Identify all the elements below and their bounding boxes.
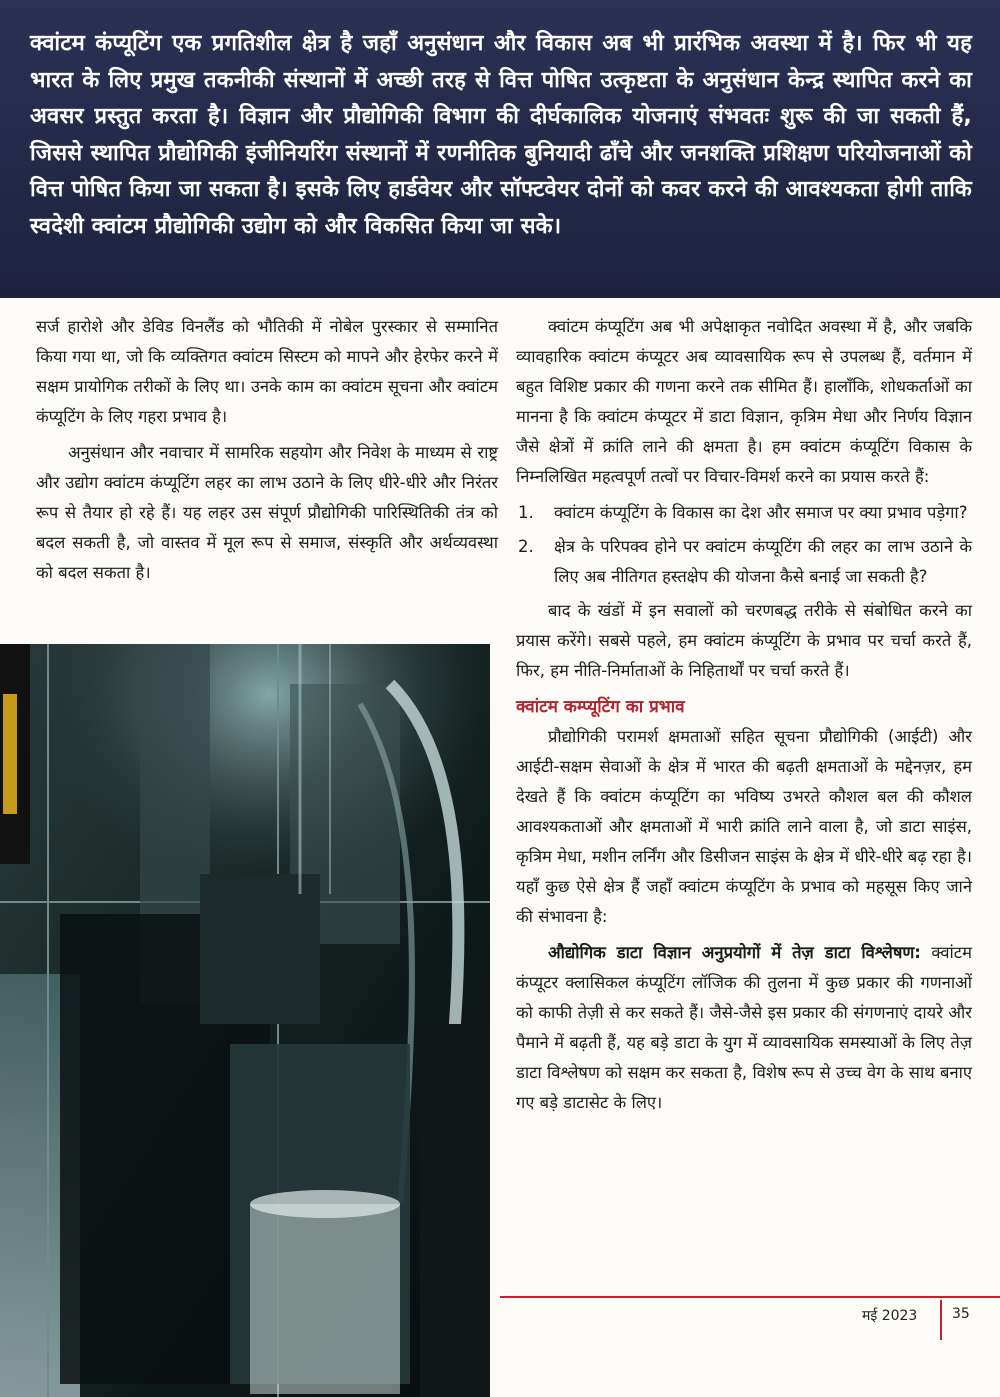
quantum-lab-photo [0, 644, 490, 1397]
intro-banner [0, 0, 1000, 298]
footer-rule [500, 1296, 1000, 1298]
page-number: 35 [952, 1306, 970, 1322]
right-paragraph-1: क्वांटम कंप्यूटिंग अब भी अपेक्षाकृत नवोदित अवस्था में है, और जबकि व्यावहारिक क्वांटम कंप्यूटर अब व्यावसायिक रूप से उपलब्ध हैं, वर्तमान में बहुत विशिष्ट प्रकार की गणना करने तक सीमित हैं। हालाँकि, शोधकर्ताओं का मानना है कि क्वांटम कंप्यूटर में डाटा विज्ञान, कृत्रिम मेधा और निर्णय विज्ञान जैसे क्षेत्रों में क्रांति लाने की क्षमता है। हम क्वांटम कंप्यूटिंग विकास के निम्नलिखित महत्वपूर्ण तत्वों पर विचार-विमर्श करने का प्रयास करते हैं: [516, 317, 972, 486]
left-column [36, 312, 498, 594]
banner-text: क्वांटम कंप्यूटिंग एक प्रगतिशील क्षेत्र है जहाँ अनुसंधान और विकास अब भी प्रारंभिक अवस्था में है। फिर भी यह भारत के लिए प्रमुख तकनीकी संस्थानों में अच्छी तरह से वित्त पोषित उत्कृष्टता के अनुसंधान केन्द्र स्थापित करने का अवसर प्रस्तुत करता है। विज्ञान और प्रौद्योगिकी विभाग की दीर्घकालिक योजनाएं संभवतः शुरू की जा सकती हैं, जिससे स्थापित प्रौद्योगिकी इंजीनियरिंग संस्थानों में रणनीतिक बुनियादी ढाँचे और जनशक्ति प्रशिक्षण परियोजनाओं को वित्त पोषित किया जा सकता है। इसके लिए हार्डवेयर और सॉफ्टवेयर दोनों को कवर करने की आवश्यकता होगी ताकि स्वदेशी क्वांटम प्रौद्योगिकी उद्योग को और विकसित किया जा सके। [30, 31, 972, 239]
lab-photo-illustration [0, 644, 490, 1397]
list-item-text: क्वांटम कंप्यूटिंग के विकास का देश और समाज पर क्या प्रभाव पड़ेगा? [554, 503, 968, 522]
section-heading: क्वांटम कम्प्यूटिंग का प्रभाव [516, 697, 685, 717]
list-item [516, 498, 972, 528]
list-item [516, 532, 972, 592]
footer-separator [940, 1300, 942, 1340]
paragraph-lead: औद्योगिक डाटा विज्ञान अनुप्रयोगों में तेज़ डाटा विश्लेषण: [548, 943, 921, 962]
right-column [516, 312, 972, 1124]
yellow-panel [3, 694, 17, 814]
right-paragraph-2: बाद के खंडों में इन सवालों को चरणबद्ध तरीके से संबोधित करने का प्रयास करेंगे। सबसे पहले, हम क्वांटम कंप्यूटिंग के प्रभाव पर चर्चा करते हैं, फिर, हम नीति-निर्माताओं के निहितार्थों पर चर्चा करते हैं। [516, 601, 972, 680]
list-item-number: 2. [518, 537, 534, 556]
list-item-number: 1. [518, 503, 534, 522]
right-paragraph-3: प्रौद्योगिकी परामर्श क्षमताओं सहित सूचना प्रौद्योगिकी (आईटी) और आईटी-सक्षम सेवाओं के क्षेत्र में भारत की बढ़ती क्षमताओं के मद्देनज़र, हम देखते हैं कि क्वांटम कंप्यूटिंग का भविष्य उभरते कौशल बल की कौशल आवश्यकताओं और क्षमताओं में भारी क्रांति लाने वाला है, जो डाटा साइंस, कृत्रिम मेधा, मशीन लर्निंग और डिसीजन साइंस के क्षेत्र में धीरे-धीरे बढ़ रहा है। यहाँ कुछ ऐसे क्षेत्र हैं जहाँ क्वांटम कंप्यूटिंग के प्रभाव को महसूस किए जाने की संभावना है: [516, 727, 972, 926]
left-paragraph-1: सर्ज हारोशे और डेविड विनलैंड को भौतिकी में नोबेल पुरस्कार से सम्मानित किया गया था, जो कि व्यक्तिगत क्वांटम सिस्टम को मापने और हेरफेर करने में सक्षम प्रायोगिक तरीकों के लिए था। उनके काम का क्वांटम सूचना और क्वांटम कंप्यूटिंग के लिए गहरा प्रभाव है। [36, 317, 498, 426]
paragraph-body: क्वांटम कंप्यूटर क्लासिकल कंप्यूटिंग लॉजिक की तुलना में कुछ प्रकार की गणनाओं को काफी तेज़ी से कर सकते हैं। जैसे-जैसे इस प्रकार की संगणनाएं दायरे और पैमाने में बढ़ती हैं, यह बड़े डाटा के युग में व्यावसायिक समस्याओं के लिए तेज़ डाटा विश्लेषण को सक्षम कर सकता है, विशेष रूप से उच्च वेग के साथ बनाए गए बड़े डाटासेट के लिए। [516, 943, 972, 1112]
list-item-text: क्षेत्र के परिपक्व होने पर क्वांटम कंप्यूटिंग की लहर का लाभ उठाने के लिए अब नीतिगत हस्तक्षेप की योजना कैसे बनाई जा सकती है? [554, 537, 972, 586]
left-paragraph-2: अनुसंधान और नवाचार में सामरिक सहयोग और निवेश के माध्यम से राष्ट्र और उद्योग क्वांटम कंप्यूटिंग लहर का लाभ उठाने के लिए धीरे-धीरे और निरंतर रूप से तैयार हो रहे हैं। यह लहर उस संपूर्ण प्रौद्योगिकी पारिस्थितिकी तंत्र को बदल सकती है, जो वास्तव में मूल रूप से समाज, संस्कृति और अर्थव्यवस्था को बदल सकता है। [36, 443, 498, 582]
right-paragraph-4 [516, 938, 972, 1118]
issue-date: मई 2023 [862, 1308, 918, 1324]
question-list [516, 498, 972, 592]
